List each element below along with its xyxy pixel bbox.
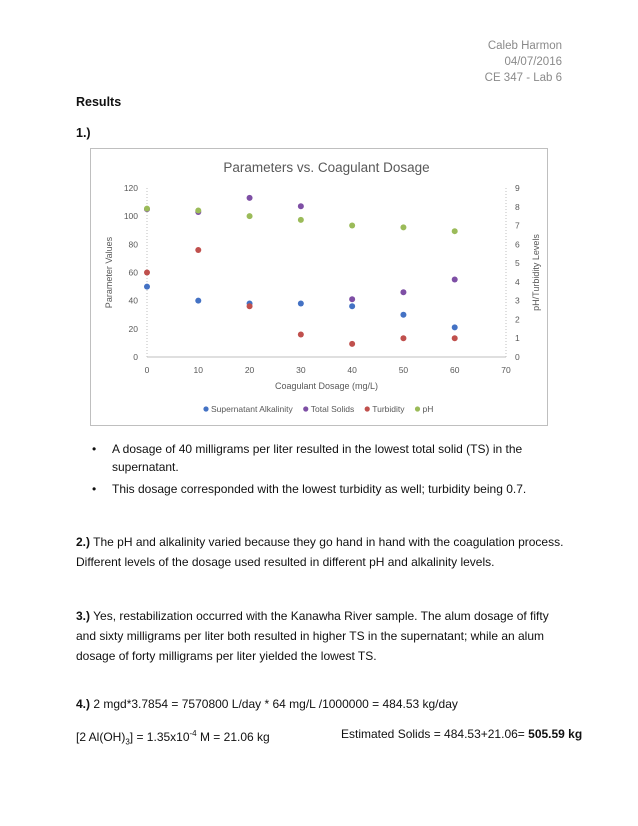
findings-list <box>76 440 562 502</box>
answer-3-text: Yes, restabilization occurred with the Kanawha River sample. The alum dosage of fifty and sixty milligrams per liter both resulted in higher TS in the supernatant; while an alum dosage of forty milligrams per liter yielded the lowest TS. <box>76 609 549 663</box>
data-point <box>195 208 201 214</box>
scatter-chart <box>91 149 547 425</box>
finding-item: • A dosage of 40 milligrams per liter resulted in the lowest total solid (TS) in the supernatant. <box>76 440 562 476</box>
data-point <box>298 217 304 223</box>
calc-subscript: 3 <box>125 737 130 747</box>
answer-3 <box>76 606 566 666</box>
calc-part: ] = 1.35x10 <box>129 730 190 744</box>
data-point <box>400 289 406 295</box>
x-tick-label: 40 <box>347 365 357 375</box>
data-point <box>452 228 458 234</box>
calc-superscript: -4 <box>189 729 197 738</box>
y-tick-label: 20 <box>128 323 138 334</box>
x-tick-label: 10 <box>193 365 204 375</box>
data-point <box>144 284 150 290</box>
data-point <box>298 300 304 306</box>
x-tick-label: 50 <box>398 365 409 375</box>
course-label: CE 347 - Lab 6 <box>484 72 562 84</box>
data-point <box>247 195 253 201</box>
y2-tick-label: 3 <box>515 295 520 306</box>
data-point <box>349 303 355 309</box>
data-point <box>400 224 406 230</box>
question-1-label: 1.) <box>76 126 91 140</box>
legend-label: Total Solids <box>310 404 355 414</box>
data-point <box>144 270 150 276</box>
aluminum-hydroxide-calc <box>76 729 270 747</box>
legend-marker <box>415 406 420 411</box>
data-point <box>349 341 355 347</box>
data-point <box>195 247 201 253</box>
data-point <box>400 335 406 341</box>
data-point <box>144 206 150 212</box>
y-tick-label: 40 <box>128 295 138 306</box>
legend-marker <box>203 406 208 411</box>
data-point <box>452 324 458 330</box>
y2-tick-label: 2 <box>515 314 520 325</box>
y2-tick-label: 7 <box>515 220 520 231</box>
y-tick-label: 80 <box>128 239 138 250</box>
author-name: Caleb Harmon <box>487 40 562 52</box>
y-tick-label: 0 <box>133 352 138 362</box>
legend-label: pH <box>422 404 434 414</box>
y2-tick-label: 5 <box>515 258 520 269</box>
x-tick-label: 30 <box>296 365 306 375</box>
header-block <box>485 38 562 86</box>
x-axis-label: Coagulant Dosage (mg/L) <box>274 381 379 391</box>
legend-label: Turbidity <box>372 404 405 414</box>
data-point <box>452 335 458 341</box>
y2-tick-label: 4 <box>515 276 520 287</box>
y2-axis-label: pH/Turbidity Levels <box>531 234 541 311</box>
report-date: 04/07/2016 <box>504 56 562 68</box>
data-point <box>247 213 253 219</box>
data-point <box>349 296 355 302</box>
data-point <box>400 312 406 318</box>
results-heading: Results <box>76 95 122 109</box>
y2-tick-label: 6 <box>515 239 520 250</box>
answer-4-continued <box>76 724 583 752</box>
y-axis-label: Parameter Values <box>104 236 114 309</box>
data-point <box>298 331 304 337</box>
x-tick-label: 60 <box>449 365 460 375</box>
answer-2-label: 2.) <box>76 535 91 549</box>
data-point <box>349 223 355 229</box>
y2-tick-label: 8 <box>515 201 520 212</box>
estimate-text: Estimated Solids = 484.53+21.06= <box>341 727 529 741</box>
chart-title: Parameters vs. Coagulant Dosage <box>223 160 430 175</box>
x-tick-label: 20 <box>244 365 255 375</box>
y-tick-label: 100 <box>123 211 138 222</box>
answer-2-text: The pH and alkalinity varied because they go hand in hand with the coagulation process. Different levels of the dosage used resulted in different pH and alkalinity levels. <box>76 535 564 569</box>
legend-marker <box>365 406 370 411</box>
y2-tick-label: 1 <box>515 333 520 344</box>
estimate-value: 505.59 kg <box>528 727 583 741</box>
answer-4-text: 2 mgd*3.7854 = 7570800 L/day * 64 mg/L /1000000 = 484.53 kg/day <box>90 697 458 711</box>
data-point <box>452 277 458 283</box>
answer-4-label: 4.) <box>76 697 91 711</box>
x-tick-label: 70 <box>501 365 511 375</box>
answer-3-label: 3.) <box>76 609 91 623</box>
data-point <box>298 203 304 209</box>
legend-marker <box>303 406 308 411</box>
calc-part: [2 Al(OH) <box>76 730 126 744</box>
x-tick-label: 0 <box>144 365 150 375</box>
estimated-solids <box>341 724 582 744</box>
chart-container <box>90 148 548 426</box>
answer-4 <box>76 694 566 714</box>
y2-tick-label: 9 <box>515 183 520 193</box>
y2-tick-label: 0 <box>515 352 520 362</box>
finding-item: • This dosage corresponded with the lowest turbidity as well; turbidity being 0.7. <box>76 480 562 498</box>
legend-label: Supernatant Alkalinity <box>211 404 293 414</box>
data-point <box>195 298 201 304</box>
y-tick-label: 120 <box>123 183 138 193</box>
y-tick-label: 60 <box>128 267 138 278</box>
data-point <box>247 303 253 309</box>
calc-part: M = 21.06 kg <box>196 730 270 744</box>
answer-2 <box>76 532 566 572</box>
